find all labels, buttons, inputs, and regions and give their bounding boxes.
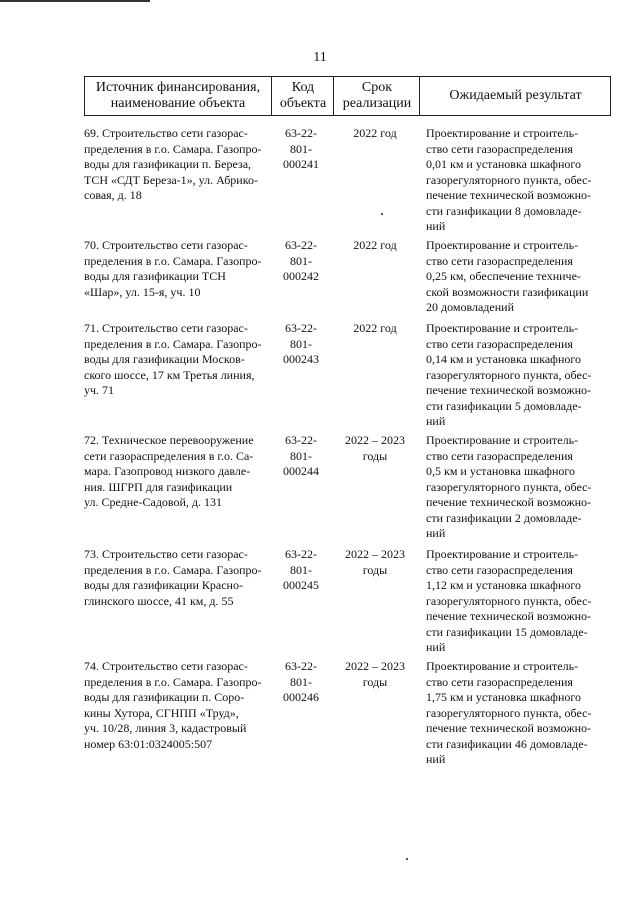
header-code-line: Код: [291, 80, 315, 95]
source-text-line: 71. Строительство сети газорас-: [84, 321, 248, 335]
cell-result: [426, 659, 614, 768]
result-text-line: Проектирование и строитель-: [426, 321, 579, 335]
header-source-line: Источник финансирования,: [95, 80, 261, 95]
cell-source: [84, 238, 261, 300]
cell-result: [426, 547, 614, 656]
result-text-line: ний: [426, 526, 446, 540]
code-text-line: 63-22-: [285, 238, 317, 252]
source-text-line: 74. Строительство сети газорас-: [84, 659, 248, 673]
source-text-line: ского шоссе, 17 км Третья линия,: [84, 367, 255, 382]
source-text-line: 73. Строительство сети газорас-: [84, 547, 248, 561]
source-text-line: воды для газификации ТСН: [84, 269, 226, 283]
header-period-line: Срок: [361, 80, 393, 95]
source-text-line: глинского шоссе, 41 км, д. 55: [84, 593, 234, 608]
source-text-line: пределения в г.о. Самара. Газопро-: [84, 253, 262, 268]
period-text-line: 2022 год: [353, 126, 397, 140]
code-text-line: 63-22-: [285, 321, 317, 335]
source-text-line: пределения в г.о. Самара. Газопро-: [84, 674, 262, 689]
result-text-line: газорегуляторного пункта, обес-: [426, 593, 592, 608]
code-text-line: 000246: [283, 690, 319, 704]
result-text-line: ской возможности газификации: [426, 284, 589, 299]
code-text-line: 000242: [283, 269, 319, 283]
code-text-line: 63-22-: [285, 547, 317, 561]
period-text-line: годы: [362, 448, 388, 463]
source-text-line: 72. Техническое перевооружение: [84, 433, 254, 447]
code-text-line: 63-22-: [285, 126, 317, 140]
period-text-line: 2022 год: [353, 238, 397, 252]
result-text-line: 0,25 км, обеспечение техниче-: [426, 269, 581, 283]
result-text-line: печение технической возможно-: [426, 721, 592, 735]
result-text-line: газорегуляторного пункта, обес-: [426, 367, 592, 382]
scan-speck: [381, 213, 383, 215]
result-text-line: газорегуляторного пункта, обес-: [426, 705, 592, 720]
result-text-line: сти газификации 5 домовладе-: [426, 398, 582, 413]
result-text-line: газорегуляторного пункта, обес-: [426, 172, 592, 187]
header-code-line: объекта: [279, 96, 327, 111]
header-result: [419, 77, 611, 115]
result-text-line: ний: [426, 414, 446, 428]
cell-source: [84, 659, 261, 752]
source-text-line: ул. Средне-Садовой, д. 131: [84, 495, 223, 509]
code-text-line: 801-: [290, 141, 312, 156]
header-period-line: реализации: [342, 96, 412, 111]
source-text-line: 70. Строительство сети газорас-: [84, 238, 248, 252]
result-text-line: 0,5 км и установка шкафного: [426, 464, 575, 478]
result-text-line: сти газификации 46 домовладе-: [426, 736, 588, 751]
cell-code: [270, 238, 332, 285]
source-text-line: кины Хутора, СГНПП «Труд»,: [84, 705, 239, 720]
cell-code: [270, 433, 332, 480]
header-source: [85, 77, 271, 115]
top-edge-rule: [0, 0, 150, 2]
result-text-line: ний: [426, 219, 446, 233]
source-text-line: номер 63:01:0324005:507: [84, 736, 213, 751]
scan-speck: [406, 858, 408, 860]
result-text-line: ний: [426, 752, 446, 766]
period-text-line: 2022 – 2023: [345, 659, 405, 673]
result-text-line: Проектирование и строитель-: [426, 126, 579, 140]
result-text-line: Проектирование и строитель-: [426, 547, 579, 561]
period-text-line: 2022 – 2023: [345, 547, 405, 561]
code-text-line: 000245: [283, 578, 319, 592]
code-text-line: 000244: [283, 464, 319, 478]
source-text-line: пределения в г.о. Самара. Газопро-: [84, 562, 262, 577]
source-text-line: совая, д. 18: [84, 188, 142, 202]
cell-period: [332, 433, 418, 464]
cell-result: [426, 321, 614, 430]
table-header: [84, 76, 611, 116]
period-text-line: 2022 год: [353, 321, 397, 335]
header-code: [271, 77, 334, 115]
code-text-line: 000243: [283, 352, 319, 366]
result-text-line: 1,75 км и установка шкафного: [426, 690, 581, 704]
result-text-line: печение технической возможно-: [426, 383, 592, 397]
source-text-line: воды для газификации Красно-: [84, 578, 243, 592]
code-text-line: 63-22-: [285, 659, 317, 673]
result-text-line: 1,12 км и установка шкафного: [426, 578, 581, 592]
source-text-line: воды для газификации Москов-: [84, 352, 245, 366]
cell-source: [84, 433, 254, 511]
cell-result: [426, 433, 614, 542]
result-text-line: 0,14 км и установка шкафного: [426, 352, 581, 366]
source-text-line: воды для газификации п. Соро-: [84, 690, 245, 704]
code-text-line: 801-: [290, 562, 312, 577]
header-source-line: наименование объекта: [110, 96, 246, 111]
code-text-line: 801-: [290, 253, 312, 268]
result-text-line: Проектирование и строитель-: [426, 433, 579, 447]
header-result-line: Ожидаемый результат: [449, 88, 582, 103]
cell-period: [332, 659, 418, 690]
header-period: [333, 77, 420, 115]
result-text-line: Проектирование и строитель-: [426, 238, 579, 252]
result-text-line: сти газификации 2 домовладе-: [426, 510, 582, 525]
source-text-line: уч. 71: [84, 383, 115, 397]
source-text-line: сети газораспределения в г.о. Са-: [84, 448, 254, 463]
result-text-line: ство сети газораспределения: [426, 253, 573, 268]
result-text-line: ство сети газораспределения: [426, 674, 573, 689]
cell-source: [84, 547, 261, 609]
cell-result: [426, 238, 614, 316]
cell-source: [84, 126, 261, 204]
result-text-line: печение технической возможно-: [426, 609, 592, 623]
cell-code: [270, 126, 332, 173]
code-text-line: 63-22-: [285, 433, 317, 447]
cell-code: [270, 547, 332, 594]
result-text-line: 0,01 км и установка шкафного: [426, 157, 581, 171]
source-text-line: ния. ШГРП для газификации: [84, 479, 233, 494]
code-text-line: 801-: [290, 336, 312, 351]
cell-result: [426, 126, 614, 235]
source-text-line: «Шар», ул. 15-я, уч. 10: [84, 284, 201, 299]
cell-period: [332, 547, 418, 578]
result-text-line: ство сети газораспределения: [426, 562, 573, 577]
result-text-line: печение технической возможно-: [426, 188, 592, 202]
result-text-line: ство сети газораспределения: [426, 336, 573, 351]
result-text-line: ство сети газораспределения: [426, 141, 573, 156]
source-text-line: уч. 10/28, линия 3, кадастровый: [84, 721, 247, 735]
code-text-line: 801-: [290, 674, 312, 689]
result-text-line: 20 домовладений: [426, 300, 514, 314]
result-text-line: сти газификации 8 домовладе-: [426, 203, 582, 218]
source-text-line: воды для газификации п. Береза,: [84, 157, 252, 171]
period-text-line: годы: [362, 562, 388, 577]
cell-period: [332, 126, 418, 142]
source-text-line: 69. Строительство сети газорас-: [84, 126, 248, 140]
source-text-line: ТСН «СДТ Береза-1», ул. Абрико-: [84, 172, 258, 187]
result-text-line: газорегуляторного пункта, обес-: [426, 479, 592, 494]
result-text-line: Проектирование и строитель-: [426, 659, 579, 673]
page-number: 11: [313, 50, 327, 65]
result-text-line: ство сети газораспределения: [426, 448, 573, 463]
cell-period: [332, 321, 418, 337]
cell-source: [84, 321, 261, 399]
source-text-line: пределения в г.о. Самара. Газопро-: [84, 141, 262, 156]
cell-code: [270, 321, 332, 368]
code-text-line: 801-: [290, 448, 312, 463]
cell-period: [332, 238, 418, 254]
source-text-line: мара. Газопровод низкого давле-: [84, 464, 251, 478]
period-text-line: годы: [362, 674, 388, 689]
code-text-line: 000241: [283, 157, 319, 171]
result-text-line: ний: [426, 640, 446, 654]
result-text-line: печение технической возможно-: [426, 495, 592, 509]
result-text-line: сти газификации 15 домовладе-: [426, 624, 588, 639]
source-text-line: пределения в г.о. Самара. Газопро-: [84, 336, 262, 351]
period-text-line: 2022 – 2023: [345, 433, 405, 447]
cell-code: [270, 659, 332, 706]
